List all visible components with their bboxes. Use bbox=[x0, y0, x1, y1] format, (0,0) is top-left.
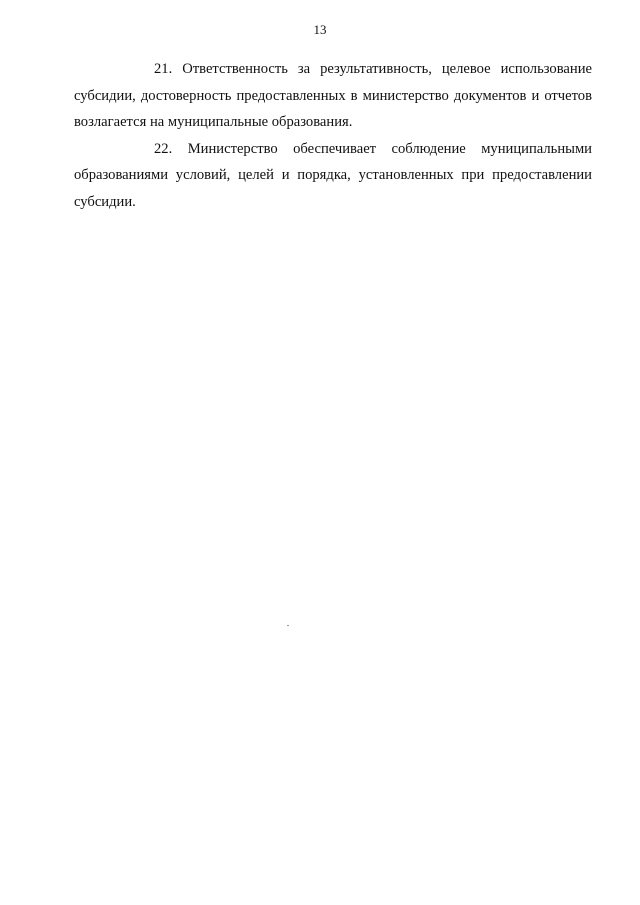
paragraph-number: 22. bbox=[154, 140, 173, 157]
paragraph-21 bbox=[74, 56, 592, 136]
paragraph-22 bbox=[74, 136, 592, 216]
scan-speck bbox=[287, 625, 289, 626]
paragraph-number: 21. bbox=[154, 61, 173, 77]
paragraph-text: Ответственность за результативность, целевое использование субсидии, достоверность предоставленных в министерство документов и отчетов возлагается на муниципальные образования. bbox=[74, 61, 592, 130]
page-number: 13 bbox=[313, 22, 327, 37]
document-body bbox=[74, 56, 592, 215]
paragraph-text: Министерство обеспечивает соблюдение муниципальными образованиями условий, целей и порядка, установленных при предоставлении субсидии. bbox=[74, 140, 592, 210]
